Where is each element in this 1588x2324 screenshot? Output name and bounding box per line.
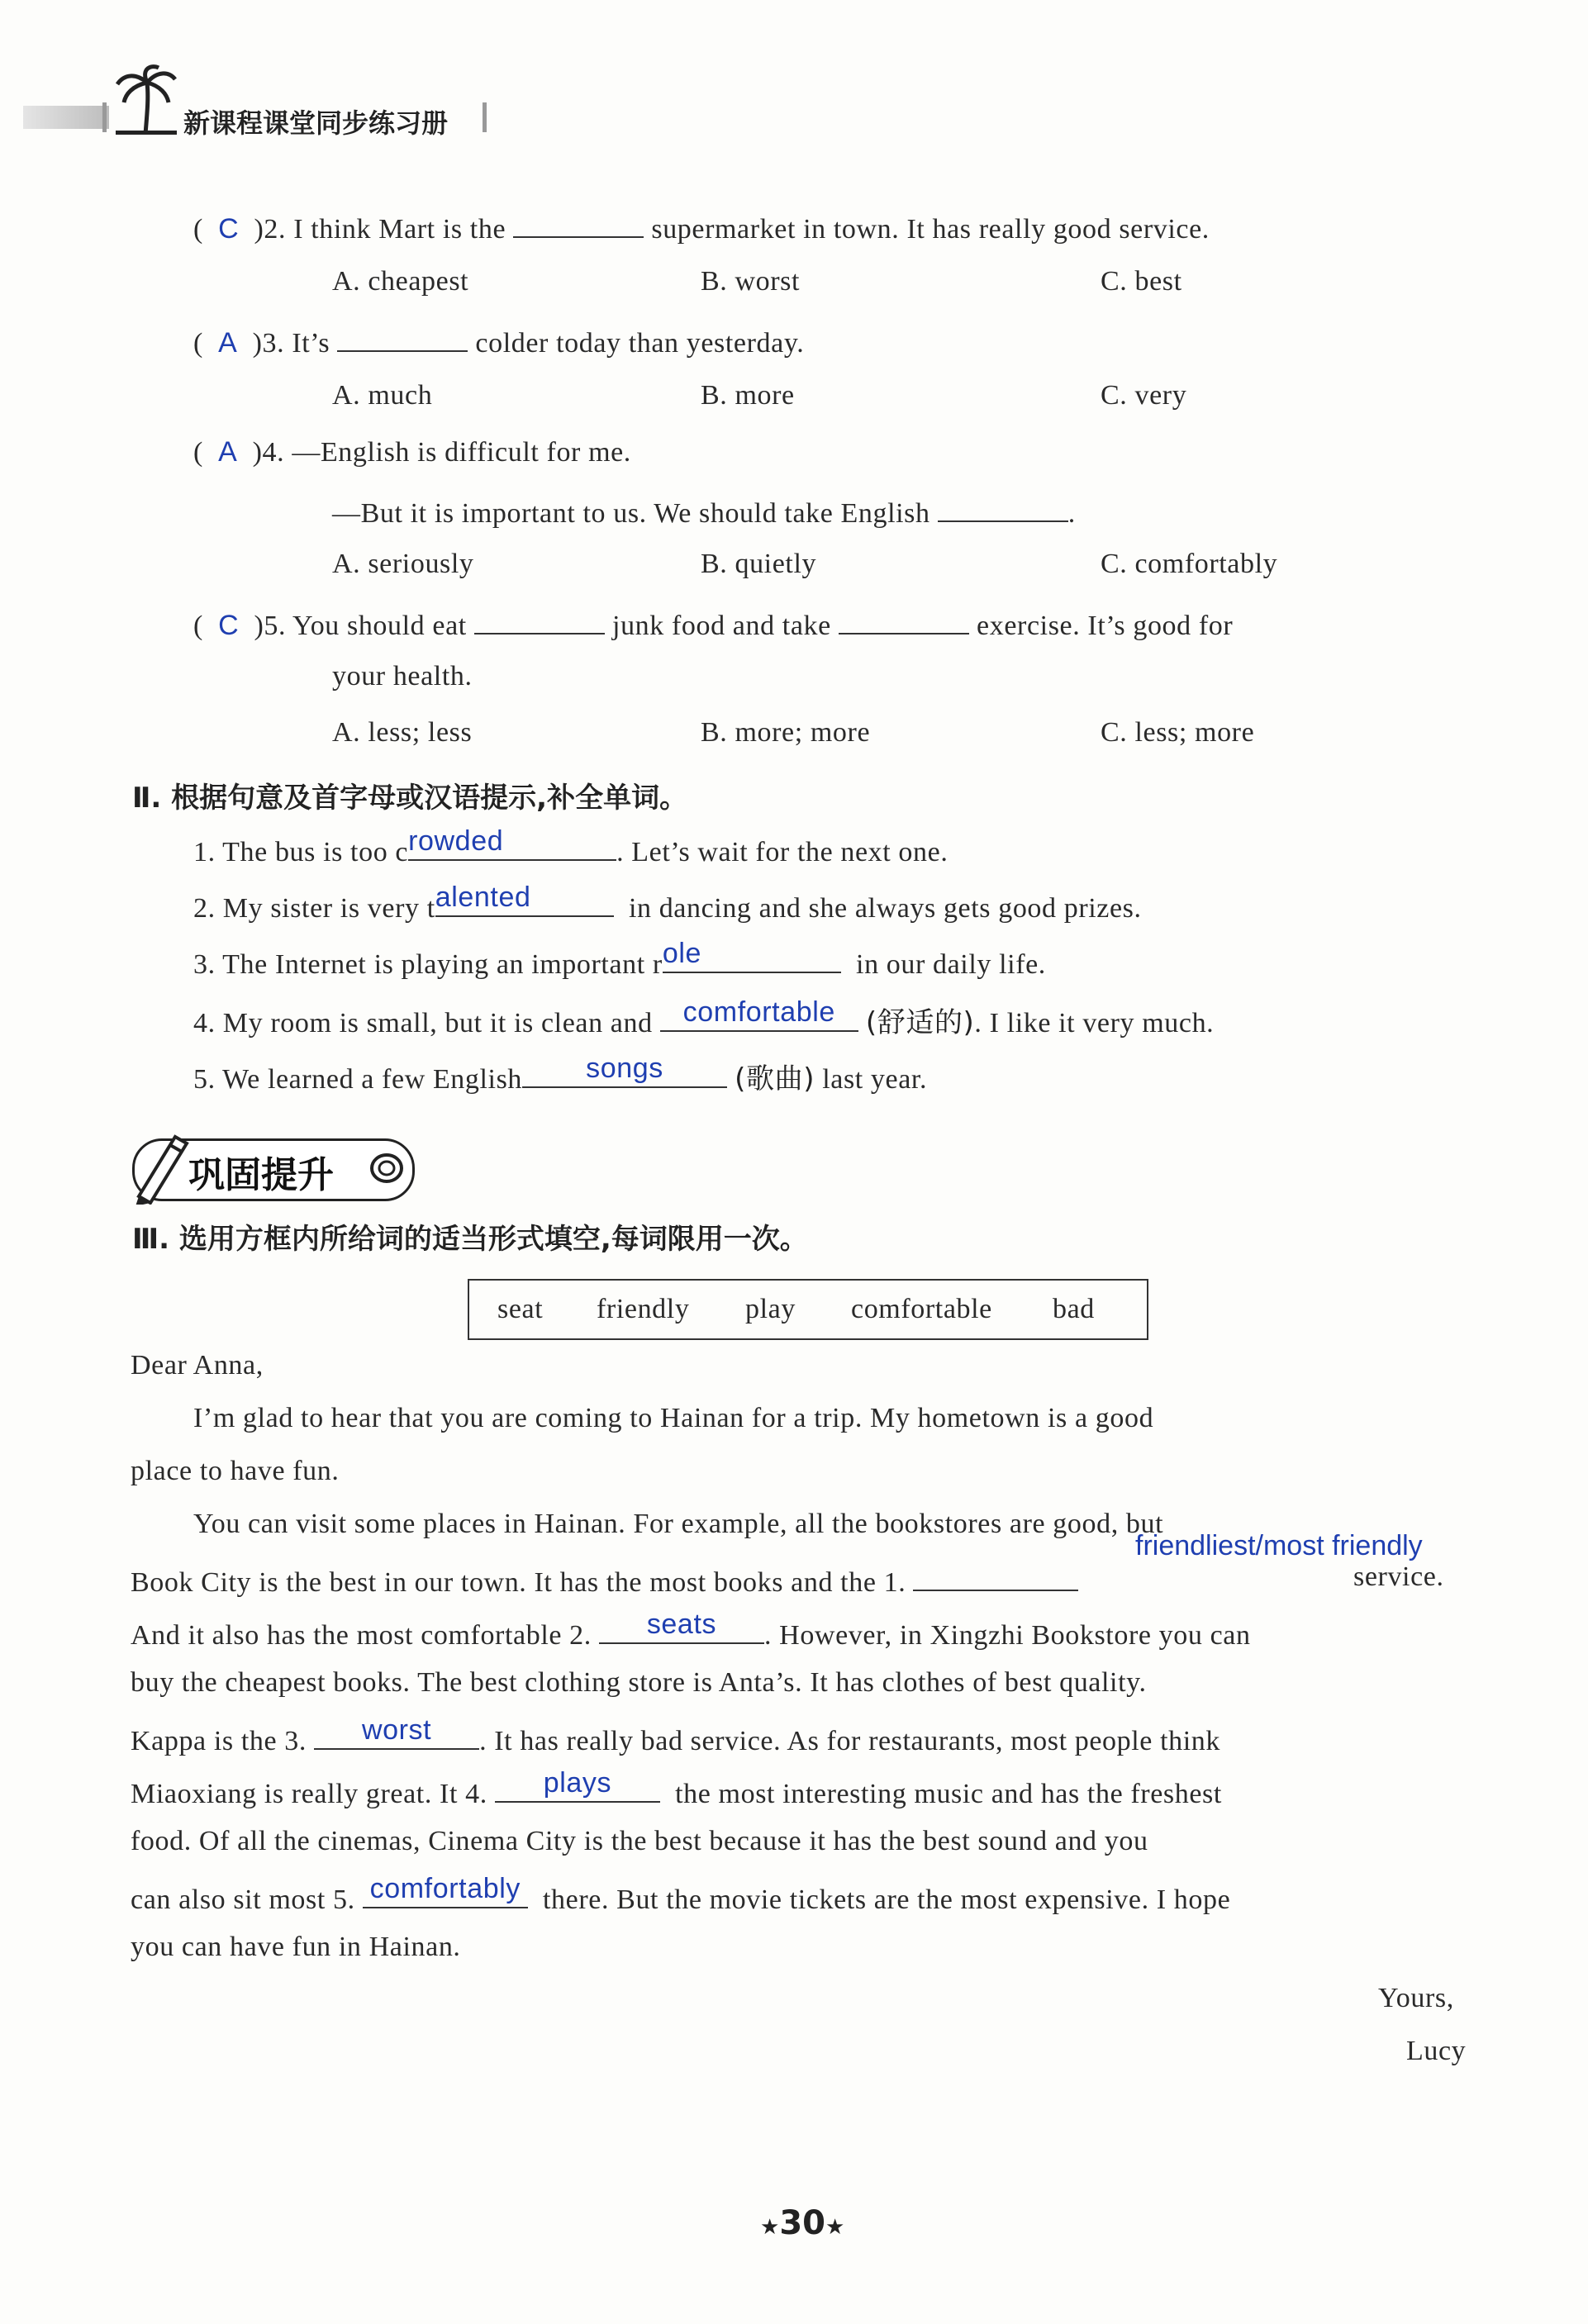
option-c: C. very	[1101, 380, 1187, 411]
letter-line: Kappa is the 3. worst . It has really bad service. As for restaurants, most people think	[131, 1714, 1220, 1756]
header-divider	[102, 102, 107, 132]
part3-heading: Ⅲ. 选用方框内所给词的适当形式填空,每词限用一次。	[132, 1223, 808, 1256]
header-decor-bar	[23, 106, 109, 129]
answer-blank	[474, 605, 605, 634]
answer-blank-2: seats	[599, 1614, 764, 1644]
answer-blank-1	[913, 1561, 1078, 1591]
letter-signature: Lucy	[1406, 2036, 1467, 2066]
answer-blank	[839, 605, 969, 634]
question-4: ( A )4. —English is difficult for me.	[193, 436, 631, 468]
answer-choice: A	[218, 436, 238, 468]
word-box-item: play	[745, 1294, 796, 1324]
word-box-item: seat	[497, 1294, 544, 1324]
option-a: A. less; less	[332, 717, 473, 748]
option-c: C. comfortably	[1101, 549, 1278, 579]
fill-item-4: 4. My room is small, but it is clean and comfortable (舒适的). I like it very much.	[193, 996, 1215, 1039]
header-divider	[483, 102, 487, 132]
page-number: ★30★	[760, 2204, 845, 2242]
option-b: B. quietly	[701, 549, 817, 579]
answer-blank: comfortable	[660, 1002, 858, 1032]
option-b: B. more; more	[701, 717, 871, 748]
answer-blank	[938, 492, 1068, 522]
answer-blank	[513, 208, 644, 238]
option-c: C. less; more	[1101, 717, 1255, 748]
question-2: ( C )2. I think Mart is the supermarket in town. It has really good service.	[193, 208, 1210, 245]
part2-heading: Ⅱ. 根据句意及首字母或汉语提示,补全单词。	[132, 782, 688, 815]
option-a: A. seriously	[332, 549, 474, 579]
answer-choice: A	[218, 327, 238, 359]
letter-line: Book City is the best in our town. It has the most books and the 1.	[131, 1561, 1078, 1599]
option-a: A. much	[332, 380, 433, 411]
answer-blank: rowded	[408, 831, 616, 861]
option-b: B. worst	[701, 266, 801, 297]
answer-blank-5: comfortably	[363, 1879, 528, 1908]
fill-item-2: 2. My sister is very t alented in dancing and she always gets good prizes.	[193, 882, 1142, 924]
answer-1: friendliest/most friendly	[1135, 1530, 1423, 1561]
letter-line: And it also has the most comfortable 2. seats . However, in Xingzhi Bookstore you can	[131, 1609, 1251, 1651]
answer-blank: songs	[522, 1058, 727, 1088]
option-b: B. more	[701, 380, 795, 411]
fill-item-5: 5. We learned a few English songs (歌曲) last year.	[193, 1053, 928, 1095]
question-5: ( C )5. You should eat junk food and take exercise. It’s good for	[193, 605, 1233, 642]
letter-line: Miaoxiang is really great. It 4. plays the most interesting music and has the freshest	[131, 1767, 1222, 1809]
question-3: ( A )3. It’s colder today than yesterday.	[193, 322, 804, 359]
pencil-icon	[124, 1130, 195, 1205]
letter-line: You can visit some places in Hainan. For example, all the bookstores are good, but	[193, 1509, 1164, 1539]
answer-blank	[337, 322, 468, 352]
answer-blank-3: worst	[314, 1720, 479, 1750]
letter-line: you can have fun in Hainan.	[131, 1932, 461, 1962]
star-icon: ★	[760, 2215, 780, 2240]
answer-choice: C	[218, 610, 240, 641]
question-5-line2: your health.	[332, 661, 473, 691]
letter-line: I’m glad to hear that you are coming to Hainan for a trip. My hometown is a good	[193, 1403, 1154, 1433]
answer-choice: C	[218, 213, 240, 245]
answer-blank: ole	[663, 943, 841, 973]
answer-blank: alented	[435, 887, 614, 917]
palm-tree-icon	[116, 64, 177, 135]
letter-line: food. Of all the cinemas, Cinema City is the best because it has the best sound and you	[131, 1826, 1148, 1856]
fill-item-1: 1. The bus is too c rowded . Let’s wait for the next one.	[193, 825, 949, 867]
letter-line: service.	[1353, 1561, 1444, 1592]
option-a: A. cheapest	[332, 266, 469, 297]
star-icon: ★	[825, 2215, 845, 2240]
word-box	[468, 1279, 1148, 1340]
letter-line: place to have fun.	[131, 1456, 340, 1486]
letter-line: buy the cheapest books. The best clothing store is Anta’s. It has clothes of best quality.	[131, 1667, 1147, 1698]
answer-blank-4: plays	[495, 1773, 660, 1803]
word-box-item: comfortable	[851, 1294, 992, 1324]
letter-salutation: Dear Anna,	[131, 1350, 264, 1381]
word-box-item: bad	[1053, 1294, 1095, 1324]
letter-closing: Yours,	[1378, 1983, 1454, 2013]
fill-item-3: 3. The Internet is playing an important r ole in our daily life.	[193, 938, 1046, 980]
letter-line: can also sit most 5. comfortably there. But the movie tickets are the most expensive. I hope	[131, 1873, 1231, 1915]
question-4-line2: —But it is important to us. We should take English .	[332, 492, 1076, 530]
header-title: 新课程课堂同步练习册	[183, 107, 449, 139]
ring-icon	[368, 1152, 405, 1185]
word-box-item: friendly	[597, 1294, 690, 1324]
section-banner-title: 巩固提升	[188, 1154, 334, 1196]
option-c: C. best	[1101, 266, 1182, 297]
